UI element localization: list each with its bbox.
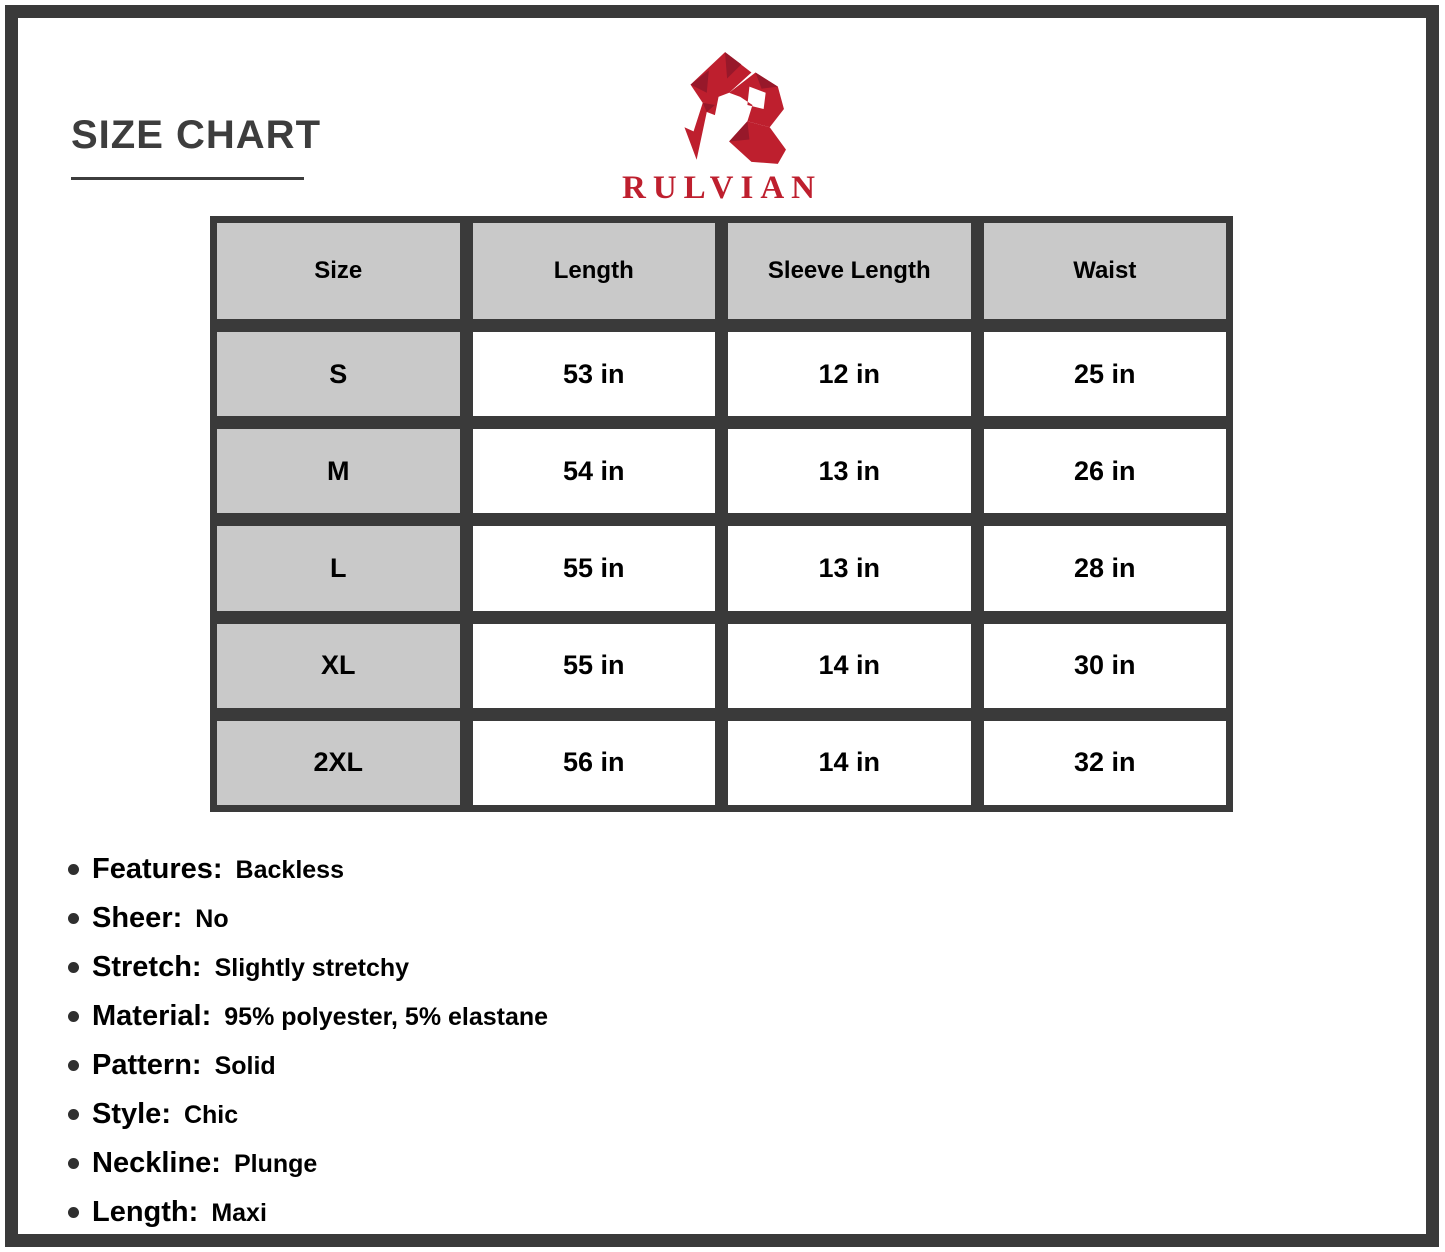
detail-value: Solid: [214, 1052, 276, 1080]
size-label-cell: L: [217, 526, 460, 610]
detail-value: Slightly stretchy: [214, 954, 410, 982]
list-item: [68, 1096, 548, 1133]
size-label-cell: M: [217, 429, 460, 513]
list-item: [68, 1194, 548, 1231]
detail-label: Stretch:: [92, 951, 202, 983]
size-label-cell: S: [217, 332, 460, 416]
bullet-dot-icon: [68, 962, 79, 973]
bullet-dot-icon: [68, 1158, 79, 1169]
bullet-dot-icon: [68, 1060, 79, 1071]
size-table: [210, 216, 1233, 812]
bullet-dot-icon: [68, 1109, 79, 1120]
detail-label: Length:: [92, 1196, 199, 1228]
size-label-cell: 2XL: [217, 721, 460, 805]
length-value-cell: 56 in: [473, 721, 716, 805]
bullet-dot-icon: [68, 1207, 79, 1218]
size-table-header-cell: Waist: [984, 223, 1227, 319]
list-item: [68, 900, 548, 937]
list-item: [68, 1145, 548, 1182]
sleeve-length-value-cell: 14 in: [728, 721, 971, 805]
detail-value: Backless: [235, 856, 344, 884]
waist-value-cell: 25 in: [984, 332, 1227, 416]
sleeve-length-value-cell: 13 in: [728, 526, 971, 610]
sleeve-length-value-cell: 14 in: [728, 624, 971, 708]
waist-value-cell: 26 in: [984, 429, 1227, 513]
sleeve-length-value-cell: 12 in: [728, 332, 971, 416]
list-item: [68, 1047, 548, 1084]
detail-value: Plunge: [233, 1150, 318, 1178]
length-value-cell: 54 in: [473, 429, 716, 513]
detail-value: Maxi: [211, 1199, 267, 1227]
title-underline: [71, 177, 304, 180]
detail-value: Chic: [183, 1101, 239, 1129]
list-item: [68, 851, 548, 888]
length-value-cell: 55 in: [473, 624, 716, 708]
product-details-list: [68, 851, 548, 1243]
brand-name: RULVIAN: [622, 170, 822, 206]
detail-label: Style:: [92, 1098, 171, 1130]
size-table-header-cell: Length: [473, 223, 716, 319]
brand-logo: [622, 48, 822, 207]
detail-label: Neckline:: [92, 1147, 221, 1179]
bullet-dot-icon: [68, 864, 79, 875]
detail-label: Sheer:: [92, 902, 183, 934]
length-value-cell: 53 in: [473, 332, 716, 416]
detail-label: Features:: [92, 853, 223, 885]
detail-value: No: [195, 905, 229, 933]
bullet-dot-icon: [68, 1011, 79, 1022]
detail-label: Pattern:: [92, 1049, 202, 1081]
page-title: SIZE CHART: [71, 113, 321, 157]
waist-value-cell: 32 in: [984, 721, 1227, 805]
bullet-dot-icon: [68, 913, 79, 924]
size-label-cell: XL: [217, 624, 460, 708]
size-table-header-cell: Sleeve Length: [728, 223, 971, 319]
waist-value-cell: 30 in: [984, 624, 1227, 708]
size-table-header-cell: Size: [217, 223, 460, 319]
length-value-cell: 55 in: [473, 526, 716, 610]
waist-value-cell: 28 in: [984, 526, 1227, 610]
detail-value: 95% polyester, 5% elastane: [224, 1003, 549, 1031]
list-item: [68, 949, 548, 986]
sleeve-length-value-cell: 13 in: [728, 429, 971, 513]
title-block: [71, 113, 321, 180]
brand-r-icon: [656, 48, 788, 168]
list-item: [68, 998, 548, 1035]
outer-frame: [5, 5, 1439, 1247]
detail-label: Material:: [92, 1000, 212, 1032]
